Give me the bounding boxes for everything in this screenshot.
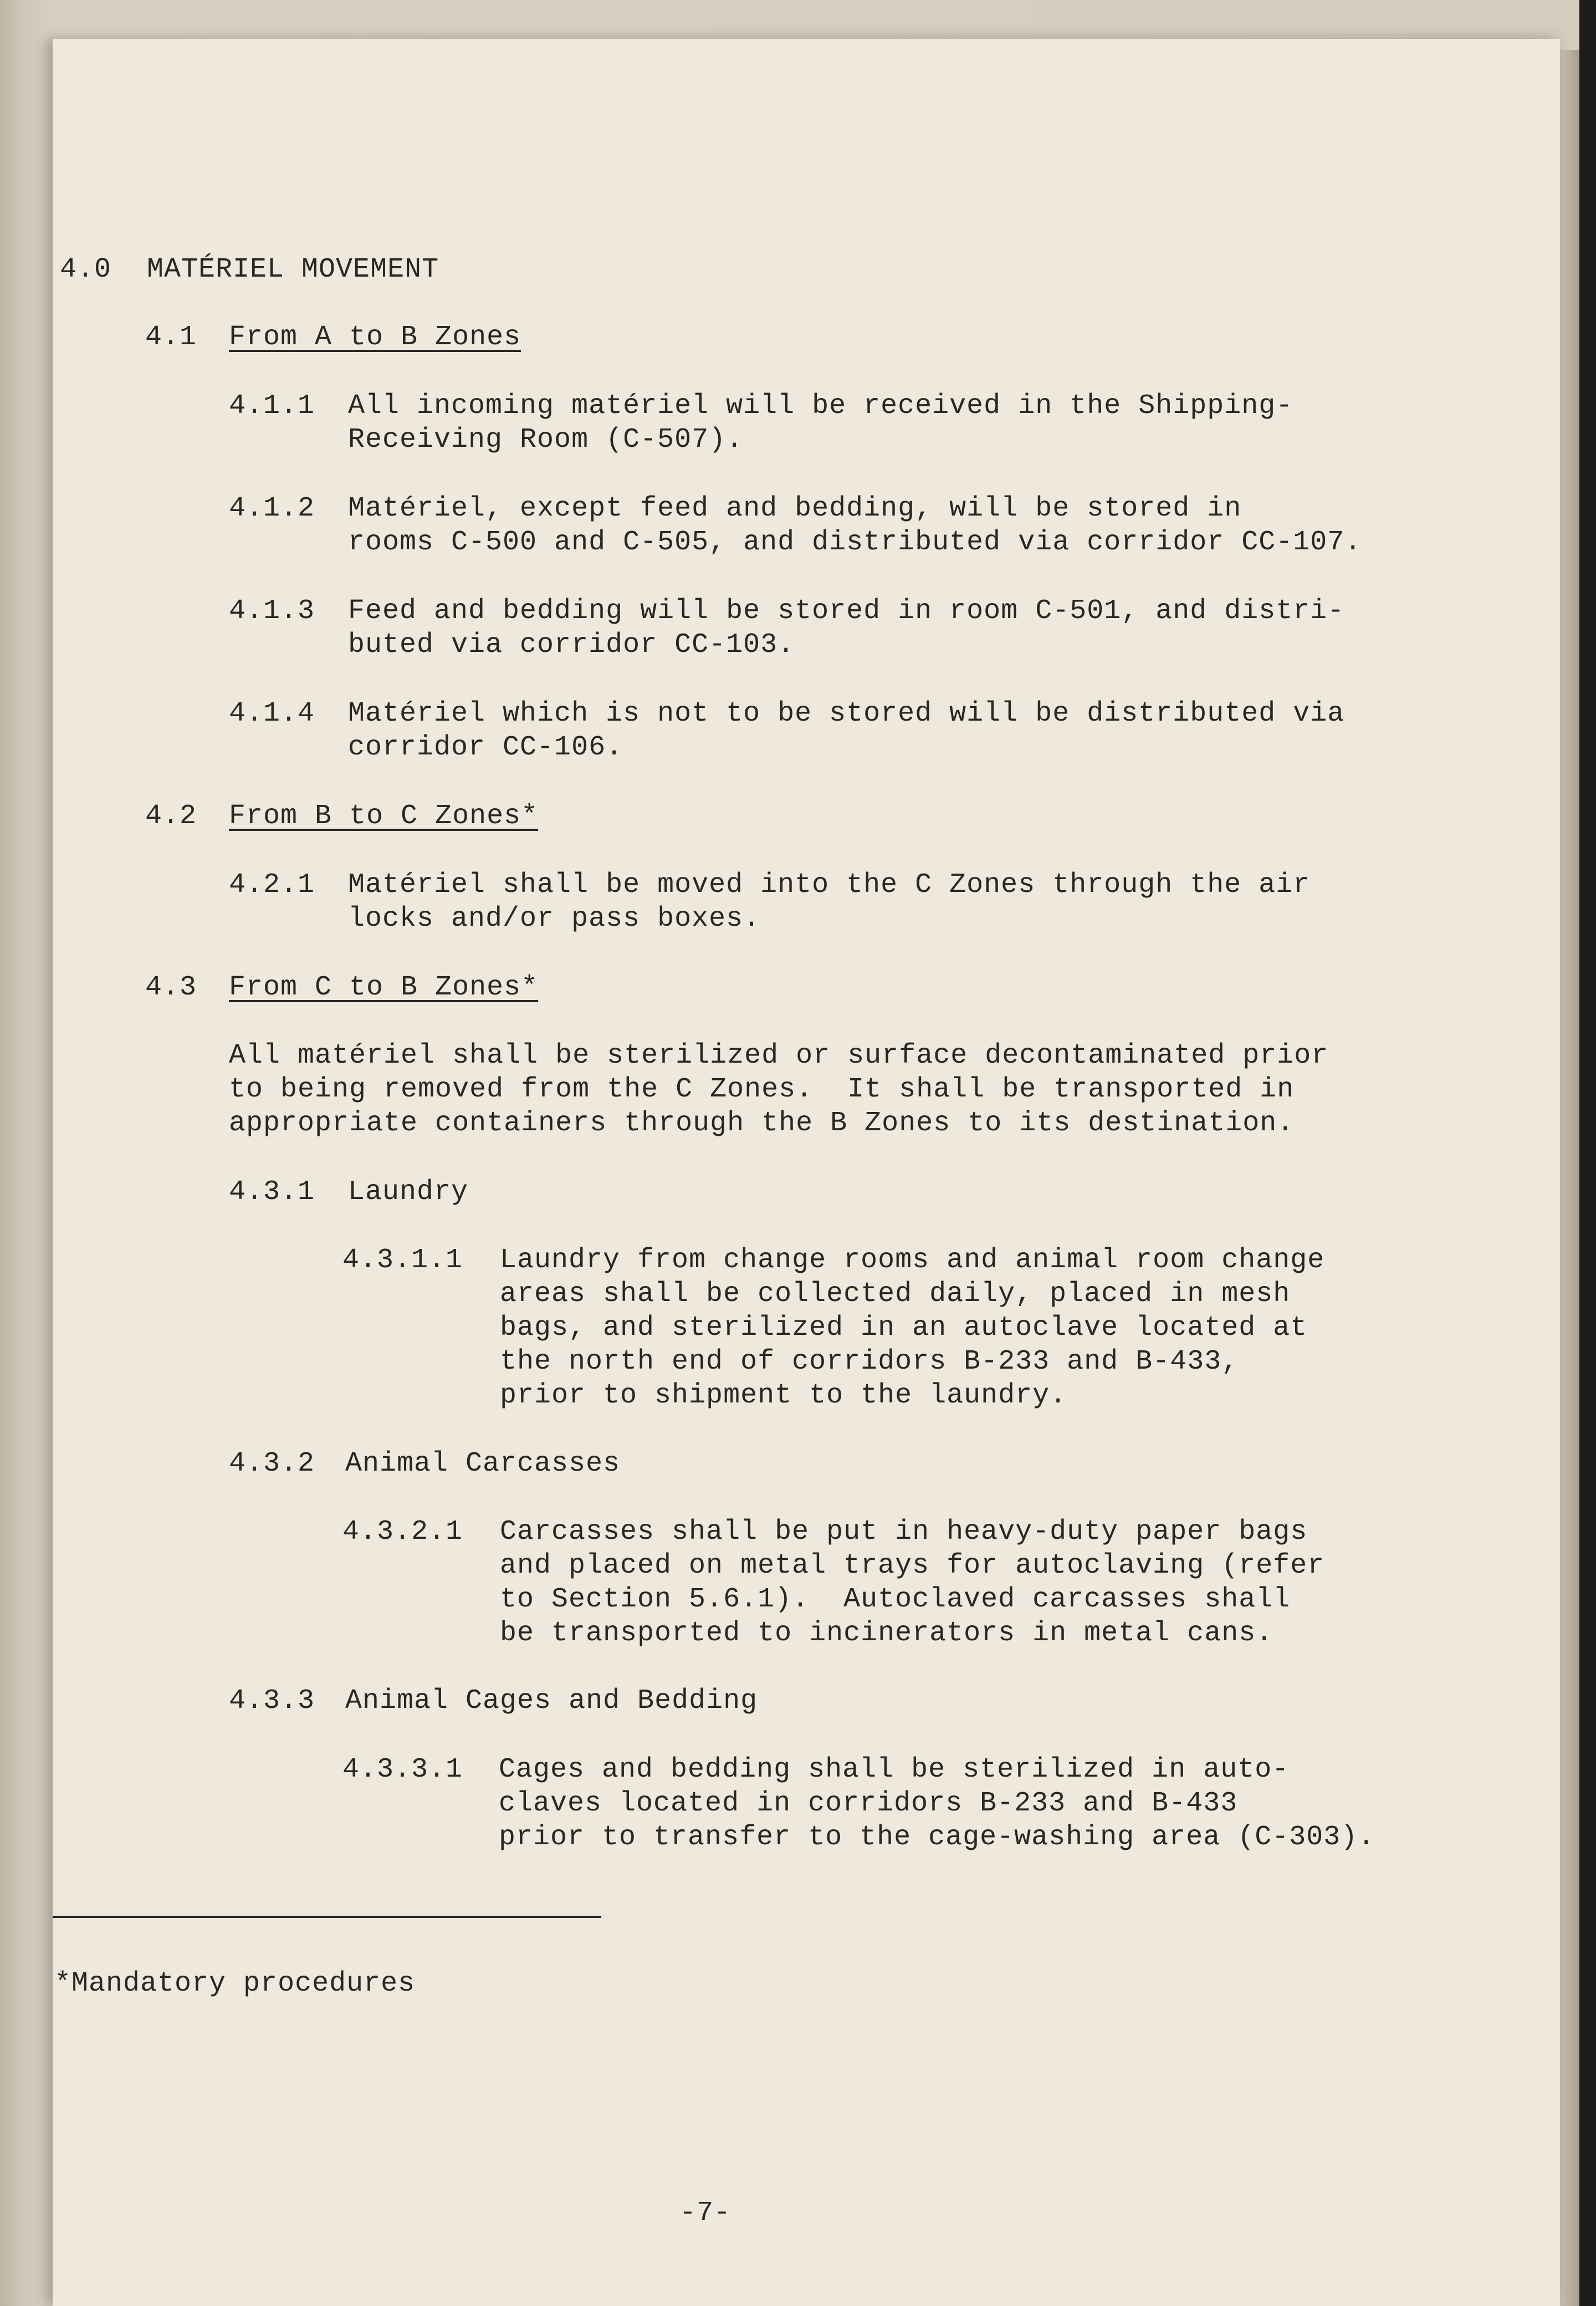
item-4-3-1-1-line-5: prior to shipment to the laundry. [500,1380,1067,1411]
item-4-2-1-number: 4.2.1 [229,869,315,901]
item-4-3-3-1-line-1: Cages and bedding shall be sterilized in auto- [499,1754,1290,1785]
footnote-rule [53,1916,601,1918]
item-4-3-2-1-number: 4.3.2.1 [342,1516,463,1548]
footnote: *Mandatory procedures [54,1968,416,1999]
item-4-3-1-1-line-2: areas shall be collected daily, placed in mesh [500,1278,1291,1310]
section-4-2-number: 4.2 [145,800,197,832]
section-4-2-title: From B to C Zones* [229,800,539,832]
item-4-3-2-1-line-4: be transported to incinerators in metal cans. [500,1618,1273,1649]
item-4-1-4-number: 4.1.4 [229,698,315,729]
item-4-3-3-number: 4.3.3 [229,1685,315,1717]
item-4-3-3-1-number: 4.3.3.1 [342,1754,463,1785]
item-4-1-1-line-2: Receiving Room (C-507). [348,424,744,456]
section-4-3-intro-line-3: appropriate containers through the B Zones to its destination. [229,1108,1295,1139]
item-4-3-3-1-line-2: claves located in corridors B-233 and B-433 [499,1788,1238,1819]
page-number: -7- [679,2197,732,2229]
item-4-3-2-1-line-3: to Section 5.6.1). Autoclaved carcasses shall [500,1584,1291,1615]
item-4-3-2-number: 4.3.2 [229,1448,315,1479]
section-4-3-intro-line-1: All matériel shall be sterilized or surface decontaminated prior [229,1040,1329,1072]
item-4-1-3-line-1: Feed and bedding will be stored in room C-501, and distri- [348,595,1345,627]
item-4-3-1-1-line-4: the north end of corridors B-233 and B-433, [500,1346,1239,1378]
item-4-1-3-number: 4.1.3 [229,595,315,627]
item-4-1-2-number: 4.1.2 [229,493,315,524]
item-4-1-4-line-1: Matériel which is not to be stored will be distributed via [348,698,1345,729]
section-4-3-intro-line-2: to being removed from the C Zones. It shall be transported in [229,1074,1295,1105]
item-4-2-1-line-2: locks and/or pass boxes. [348,903,761,935]
section-4-3-number: 4.3 [145,972,197,1003]
item-4-1-1-number: 4.1.1 [229,390,315,422]
page-edge [1560,50,1579,2306]
item-4-1-1-line-1: All incoming matériel will be received in the Shipping- [348,390,1293,422]
document-page [53,39,1560,2306]
item-4-3-1-1-line-1: Laundry from change rooms and animal room change [500,1244,1325,1276]
item-4-3-1-1-number: 4.3.1.1 [342,1244,463,1276]
item-4-1-2-line-2: rooms C-500 and C-505, and distributed via corridor CC-107. [348,527,1362,558]
section-4-1-number: 4.1 [145,322,197,353]
item-4-2-1-line-1: Matériel shall be moved into the C Zones through the air [348,869,1311,901]
item-4-1-2-line-1: Matériel, except feed and bedding, will be stored in [348,493,1242,524]
section-4-0-number: 4.0 [60,254,112,285]
section-4-0-title: MATÉRIEL MOVEMENT [147,254,439,285]
item-4-1-3-line-2: buted via corridor CC-103. [348,629,795,661]
item-4-3-3-1-line-3: prior to transfer to the cage-washing area (C-303). [499,1822,1375,1853]
item-4-3-2-1-line-2: and placed on metal trays for autoclaving (refer [500,1550,1325,1581]
item-4-3-2-1-line-1: Carcasses shall be put in heavy-duty paper bags [500,1516,1308,1548]
item-4-3-1-1-line-3: bags, and sterilized in an autoclave located at [500,1312,1308,1344]
item-4-3-3-title: Animal Cages and Bedding [345,1685,758,1717]
item-4-3-1-title: Laundry [348,1176,469,1208]
item-4-1-4-line-2: corridor CC-106. [348,732,623,763]
section-4-3-title: From C to B Zones* [229,972,539,1003]
item-4-3-1-number: 4.3.1 [229,1176,315,1208]
item-4-3-2-title: Animal Carcasses [345,1448,621,1479]
section-4-1-title: From A to B Zones [229,322,521,353]
